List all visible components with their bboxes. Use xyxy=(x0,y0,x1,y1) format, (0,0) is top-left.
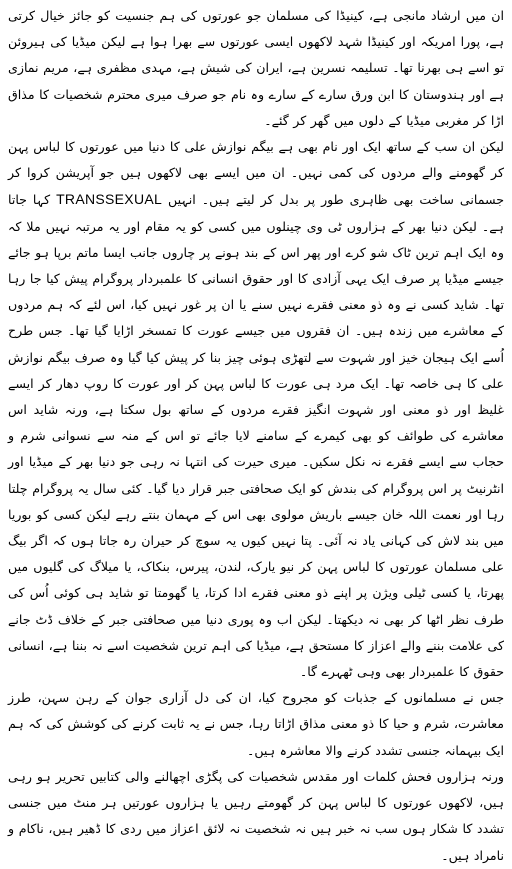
transsexual-term: TRANSSEXUAL xyxy=(56,191,163,208)
paragraph-1-text: ان میں ارشاد مانجی ہے، کینیڈا کی مسلمان جو عورتوں کی ہم جنسیت کو جائز خیال کرتی ہے، پورا امریکہ اور کینیڈا شہد لاکھوں ایسی عورتوں سے بھرا ہوا ہے لیکن میڈیا کی ہیروئن تو اسے ہی بھرنا تھا۔ تسلیمہ نسرین ہے، ایران کی شیش ہے، مہدی مظفری ہے، مریم نمازی ہے اور ہندوستان کا ابن ورق سارے کے سارے وہ نام جو صرف میری محترم شخصیات کا مذاق اڑا کر مغربی میڈیا کے دلوں میں گھر کر گئے۔ xyxy=(8,8,504,128)
paragraph-2-text-b: کہا جاتا ہے۔ لیکن دنیا بھر کے ہزاروں ٹی وی چینلوں میں کسی کو یہ مقام اور یہ مرتبہ نہیں ملا کہ وہ ایک اہم ترین ٹاک شو کرے اور پھر اس کے بند ہونے پر چاروں جانب ایسا ماتم برپا ہو جائے جیسے میڈیا پر صرف ایک یہی آزادی کا اور حقوق انسانی کا علمبردار پروگرام پیش کیا جا رہا تھا۔ شاید کسی نے وہ ذو معنی فقرے نہیں سنے یا ان پر غور نہیں کیا، اس لئے کہ ہم مردوں کے معاشرے میں زندہ ہیں۔ ان فقروں میں جیسے عورت کا تمسخر اڑایا گیا تھا۔ جس طرح اُسے ایک ہیجان خیز اور شہوت سے لتھڑی ہوئی چیز بنا کر پیش کیا گیا وہ صرف بیگم نوازش علی کا ہی خاصہ تھا۔ ایک مرد ہی عورت کا لباس پہن کر اور عورت کا روپ دھار کر ایسے غلیظ اور ذو معنی اور شہوت انگیز فقرے مردوں کے ساتھ بول سکتا ہے، ورنہ شاید اس معاشرے کی طوائف کو بھی کیمرے کے سامنے لایا جائے تو اس کے منہ سے نسوانی شرم و حجاب سے ایسے فقرے نہ نکل سکیں۔ میری حیرت کی انتہا نہ رہی جو دنیا بھر کے میڈیا اور انٹرنیٹ پر اس پروگرام کی بندش کو ایک صحافتی جبر قرار دیا گیا۔ کئی سال یہ پروگرام چلتا رہا اور نعمت اللہ خان جیسے باریش مولوی بھی اس کے مہمان بنتے رہے لیکن کسی کو بوریا میں بند لاش کی کہانی یاد نہ آئی۔ پتا نہیں کیوں یہ سوچ کر حیران رہ جاتا ہوں کہ اگر بیگ علی مسلمان عورتوں کا لباس پہن کر نیو یارک، لندن، پیرس، بنکاک، یا میلاگ کی گلیوں میں پھرتا، یا کسی ٹیلی ویژن پر اپنے ذو معنی فقرے ادا کرتا، یا گھومتا تو شاید ہی کوئی اُس کی طرف نظر اٹھا کر بھی نہ دیکھتا۔ لیکن اب وہ پوری دنیا میں صحافتی جبر کے خلاف ڈٹ جانے کی علامت بننے والے اعزاز کا مستحق ہے، میڈیا کی اہم ترین شخصیت اسے نہ بننا ہے، انسانی حقوق کا علمبردار بھی وہی ٹھہرے گا۔ xyxy=(8,192,504,680)
paragraph-1 xyxy=(8,3,504,134)
paragraph-3-text: جس نے مسلمانوں کے جذبات کو مجروح کیا، ان کی دل آزاری جوان کے رہن سہن، طرز معاشرت، شرم و حیا کا ذو معنی مذاق اڑاتا رہا، جس نے یہ ثابت کرنے کی کوشش کی کہ ہم ایک بیہمانہ جنسی تشدد کرنے والا معاشرہ ہیں۔ xyxy=(8,690,504,758)
paragraph-3 xyxy=(8,685,504,764)
paragraph-2-text-a: لیکن ان سب کے ساتھ ایک اور نام بھی ہے بیگم نوازش علی کا دنیا میں عورتوں کا لباس پہن کر گھومنے والے مردوں کی کمی نہیں۔ ان میں ایسے بھی لاکھوں ہیں جو آپریشن کروا کر جسمانی ساخت بھی ظاہری طور پر بدل کر لیتے ہیں۔ انہیں xyxy=(8,139,505,208)
paragraph-2 xyxy=(8,134,504,685)
article-body xyxy=(8,3,504,869)
paragraph-4 xyxy=(8,764,504,869)
paragraph-4-text: ورنہ ہزاروں فحش کلمات اور مقدس شخصیات کی پگڑی اچھالنے والی کتابیں تحریر ہو رہی ہیں، لاکھوں عورتوں کا لباس پہن کر گھومتے رہیں یا ہزاروں عورتیں ہر منٹ میں جنسی تشدد کا شکار ہوں سب نہ خبر ہیں نہ شخصیت نہ لائق اعزاز میں ردی کا ڈھیر ہیں، ناکام و نامراد ہیں۔ xyxy=(8,768,504,863)
